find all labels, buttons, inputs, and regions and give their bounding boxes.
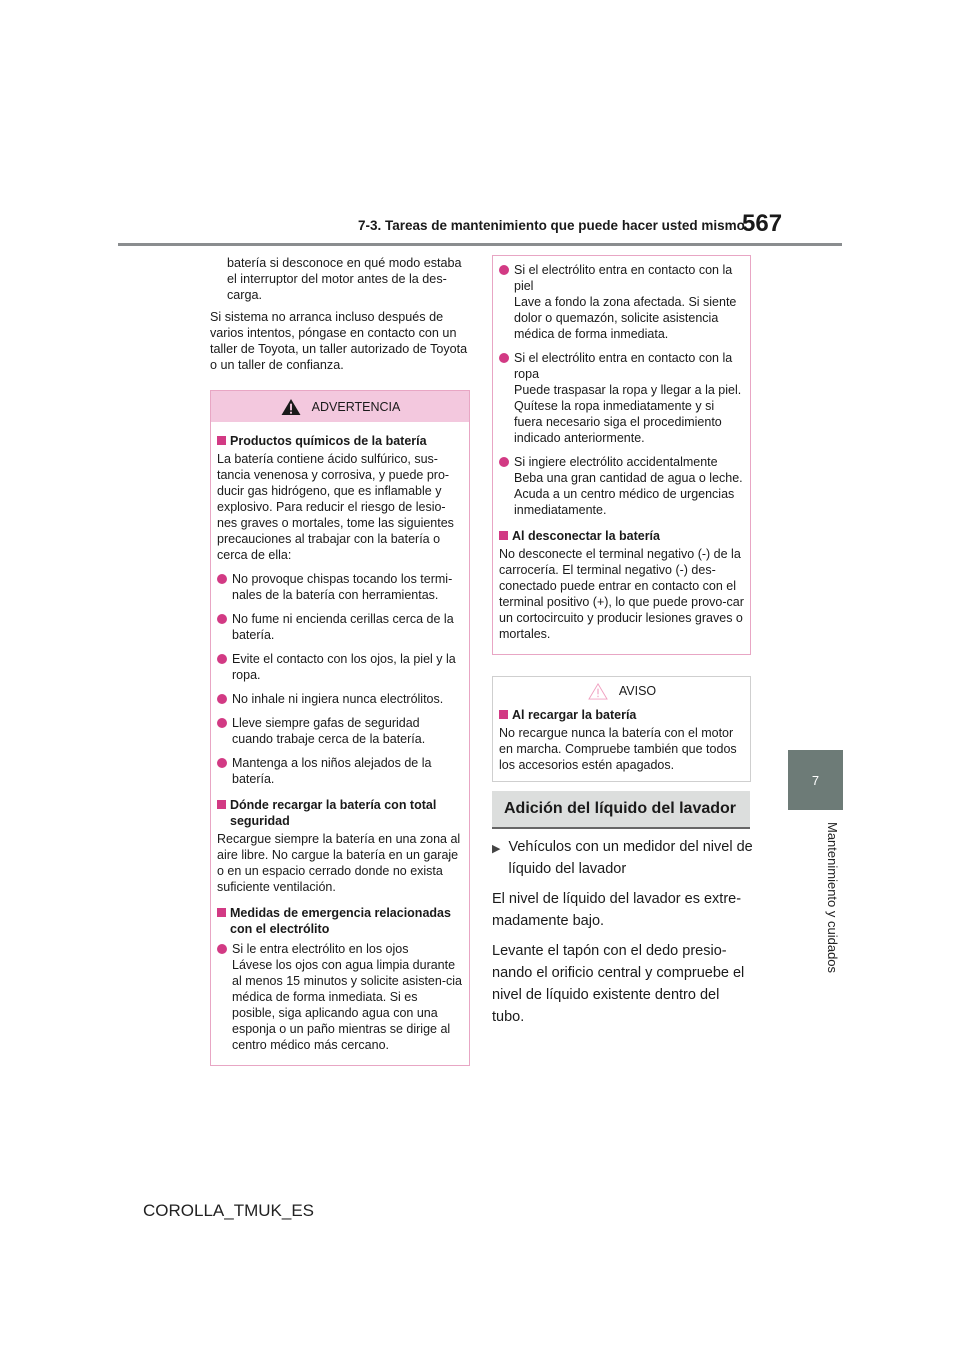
footer-code: COROLLA_TMUK_ES xyxy=(143,1201,314,1220)
warning-header xyxy=(211,391,469,422)
section-heading: Al recargar la batería xyxy=(499,707,744,723)
caution-triangle-icon xyxy=(587,682,609,700)
dot-bullet-icon xyxy=(217,758,227,768)
list-item: ▶ Vehículos con un medidor del nivel de líquido del lavador xyxy=(492,836,754,880)
list-item: No inhale ni ingiera nunca electrólitos. xyxy=(217,691,463,707)
dot-bullet-icon xyxy=(217,654,227,664)
list-item: Si le entra electrólito en los ojos Lávese los ojos con agua limpia durante al menos 15 minutos y solicite asisten-cia médica de forma inmediata. Si es posible, siga aplicando agua con una esponja o un paño mientras se dirige al centro médico más cercano. xyxy=(217,941,463,1053)
list-item: No provoque chispas tocando los termi-nales de la batería con herramientas. xyxy=(217,571,463,603)
left-intro xyxy=(210,255,470,379)
chapter-label: Mantenimiento y cuidados xyxy=(825,822,840,974)
section-text: La batería contiene ácido sulfúrico, sus-tancia venenosa y corrosiva, y puede pro-ducir gas hidrógeno, que es inflamable y explosivo. Para reducir el riesgo de lesio-nes graves o mortales, tome las siguientes precauciones al trabajar con la batería o cerca de ella: xyxy=(217,452,454,562)
square-bullet-icon xyxy=(217,908,226,917)
dot-bullet-icon xyxy=(499,353,509,363)
list-item: Lleve siempre gafas de seguridad cuando trabaje cerca de la batería. xyxy=(217,715,463,747)
dot-bullet-icon xyxy=(217,694,227,704)
dot-bullet-icon xyxy=(217,718,227,728)
section-heading: Dónde recargar la batería con total seguridad xyxy=(217,797,463,829)
header-rule xyxy=(118,243,842,246)
notice-box xyxy=(492,676,751,782)
list-item: Si el electrólito entra en contacto con la piel Lave a fondo la zona afectada. Si siente dolor o quemazón, solicite asistencia médica de forma inmediata. xyxy=(499,262,744,342)
list-item: No fume ni encienda cerillas cerca de la batería. xyxy=(217,611,463,643)
triangle-bullet-icon: ▶ xyxy=(492,843,501,855)
section-title: 7-3. Tareas de mantenimiento que puede hacer usted mismo xyxy=(358,218,745,233)
warning-box xyxy=(210,390,470,1066)
section-heading: Al desconectar la batería xyxy=(499,528,744,544)
dot-bullet-icon xyxy=(217,944,227,954)
square-bullet-icon xyxy=(217,436,226,445)
intro-paragraph: Si sistema no arranca incluso después de varios intentos, póngase en contacto con un taller de Toyota, un taller autorizado de Toyota o un taller de confianza. xyxy=(210,310,468,372)
section-text: No recargue nunca la batería con el motor en marcha. Compruebe también que todos los accesorios estén apagados. xyxy=(499,726,737,772)
list-item: Evite el contacto con los ojos, la piel y la ropa. xyxy=(217,651,463,683)
list-item: Si el electrólito entra en contacto con la ropa Puede traspasar la ropa y llegar a la piel. Quítese la ropa inmediatamente y si fuera necesario siga el procedimiento indicado anteriormente. xyxy=(499,350,744,446)
washer-paragraph-1: El nivel de líquido del lavador es extre-madamente bajo. xyxy=(492,891,742,929)
dot-bullet-icon xyxy=(499,457,509,467)
warning-box-continued xyxy=(492,255,751,655)
section-text: No desconecte el terminal negativo (-) de la carrocería. El terminal negativo (-) des-conectado puede entrar en contacto con el terminal positivo (+), lo que puede provo-car un cortocircuito y producir lesiones graves o mortales. xyxy=(499,547,744,641)
washer-section-heading: Adición del líquido del lavador xyxy=(492,791,750,829)
square-bullet-icon xyxy=(217,800,226,809)
notice-header xyxy=(493,677,750,705)
chapter-number: 7 xyxy=(811,772,820,788)
section-heading: Productos químicos de la batería xyxy=(217,433,463,449)
dot-bullet-icon xyxy=(499,265,509,275)
section-heading: Medidas de emergencia relacionadas con el electrólito xyxy=(217,905,463,937)
warning-title: ADVERTENCIA xyxy=(311,399,401,414)
page-number: 567 xyxy=(742,210,783,237)
square-bullet-icon xyxy=(499,531,508,540)
list-item: Si ingiere electrólito accidentalmente Beba una gran cantidad de agua o leche. Acuda a un centro médico de urgencias inmediatamente. xyxy=(499,454,744,518)
notice-title: AVISO xyxy=(618,684,657,698)
warning-triangle-icon xyxy=(280,398,302,416)
dot-bullet-icon xyxy=(217,574,227,584)
section-text: Recargue siempre la batería en una zona al aire libre. No cargue la batería en un garaje o en un espacio cerrado donde no exista suficiente ventilación. xyxy=(217,832,461,894)
washer-section-body xyxy=(492,836,754,1028)
intro-continuation: batería si desconoce en qué modo estaba el interruptor del motor antes de la des-carga. xyxy=(227,256,462,302)
chapter-tab[interactable] xyxy=(788,750,843,810)
dot-bullet-icon xyxy=(217,614,227,624)
square-bullet-icon xyxy=(499,710,508,719)
list-item: Mantenga a los niños alejados de la batería. xyxy=(217,755,463,787)
washer-paragraph-2: Levante el tapón con el dedo presio-nando el orificio central y compruebe el nivel de líquido existente dentro del tubo. xyxy=(492,943,745,1025)
